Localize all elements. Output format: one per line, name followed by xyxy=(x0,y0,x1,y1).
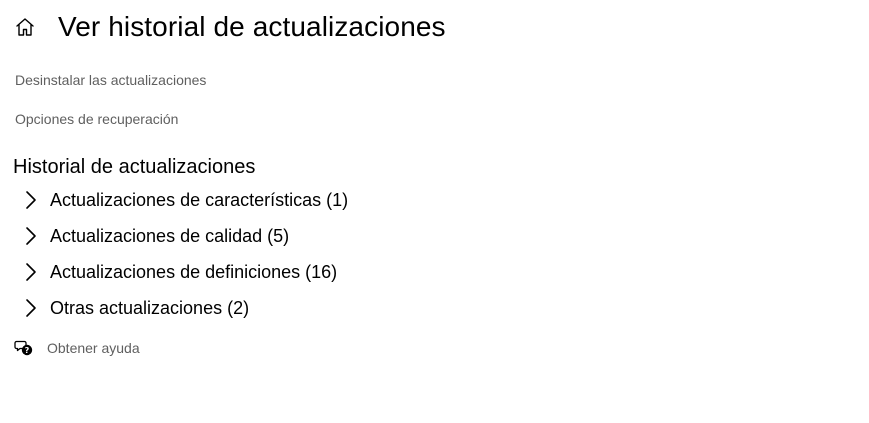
history-item-quality-updates[interactable] xyxy=(22,218,348,254)
history-item-label: Actualizaciones de características (1) xyxy=(50,189,349,210)
home-icon[interactable] xyxy=(13,15,37,39)
history-item-label: Actualizaciones de definiciones (16) xyxy=(50,261,338,282)
help-chat-icon xyxy=(14,338,34,358)
history-section-title: Historial de actualizaciones xyxy=(13,156,256,178)
history-item-definition-updates[interactable] xyxy=(22,254,348,290)
page-header xyxy=(13,8,446,46)
chevron-right-icon xyxy=(22,261,40,283)
history-item-label: Actualizaciones de calidad (5) xyxy=(50,225,290,246)
chevron-right-icon xyxy=(22,297,40,319)
page-title: Ver historial de actualizaciones xyxy=(58,11,446,42)
get-help-link[interactable] xyxy=(14,338,140,358)
svg-text:?: ? xyxy=(24,346,30,355)
recovery-options-link[interactable]: Opciones de recuperación xyxy=(15,111,179,127)
uninstall-updates-link[interactable]: Desinstalar las actualizaciones xyxy=(15,72,207,88)
history-item-label: Otras actualizaciones (2) xyxy=(50,297,250,318)
chevron-right-icon xyxy=(22,189,40,211)
chevron-right-icon xyxy=(22,225,40,247)
history-item-other-updates[interactable] xyxy=(22,290,348,326)
get-help-label: Obtener ayuda xyxy=(47,340,140,356)
update-history-list xyxy=(22,182,348,326)
history-item-feature-updates[interactable] xyxy=(22,182,348,218)
